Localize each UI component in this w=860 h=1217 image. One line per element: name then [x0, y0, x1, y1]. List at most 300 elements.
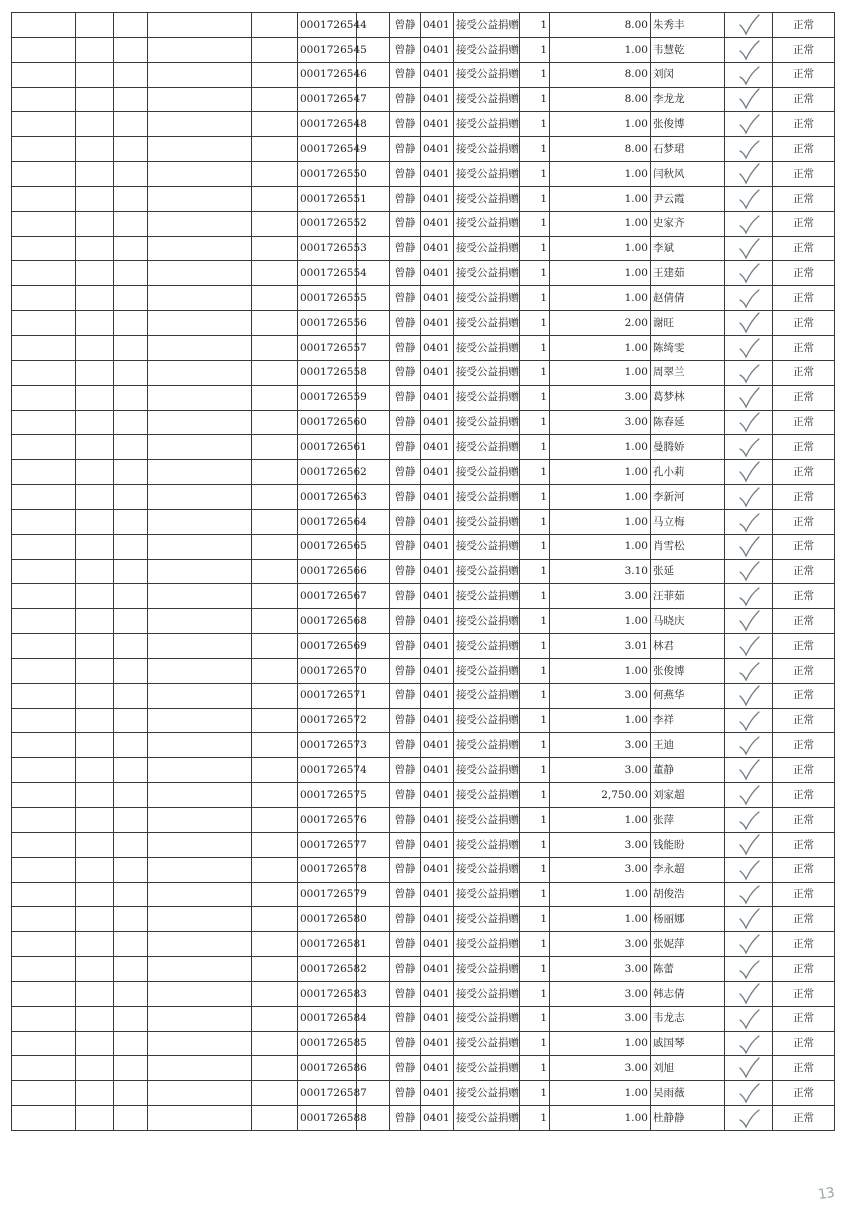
- donor-name-cell: 刘家超: [651, 783, 725, 808]
- empty-cell: [12, 385, 76, 410]
- empty-cell: [12, 857, 76, 882]
- business-type-cell: 接受公益捐赠: [454, 509, 520, 534]
- empty-cell: [76, 708, 114, 733]
- business-type-cell: 接受公益捐赠: [454, 634, 520, 659]
- handler-cell: 曾静: [390, 87, 421, 112]
- donor-name-cell: 马立梅: [651, 509, 725, 534]
- quantity-cell: 1: [520, 1056, 550, 1081]
- empty-cell: [114, 87, 148, 112]
- amount-cell: 3.00: [550, 410, 651, 435]
- status-cell: 正常: [773, 485, 835, 510]
- quantity-cell: 1: [520, 609, 550, 634]
- empty-cell: [252, 1031, 298, 1056]
- account-code-cell: 0401: [421, 559, 454, 584]
- quantity-cell: 1: [520, 236, 550, 261]
- donor-name-cell: 朱秀丰: [651, 13, 725, 38]
- business-type-cell: 接受公益捐赠: [454, 658, 520, 683]
- donor-name-cell: 王建茹: [651, 261, 725, 286]
- handwritten-check-icon: [736, 710, 762, 732]
- empty-cell: [76, 162, 114, 187]
- quantity-cell: 1: [520, 162, 550, 187]
- status-cell: 正常: [773, 981, 835, 1006]
- table-row: [12, 137, 835, 162]
- quantity-cell: 1: [520, 485, 550, 510]
- status-cell: 正常: [773, 534, 835, 559]
- handler-cell: 曾静: [390, 857, 421, 882]
- account-code-cell: 0401: [421, 808, 454, 833]
- handler-cell: 曾静: [390, 410, 421, 435]
- handler-cell: 曾静: [390, 534, 421, 559]
- empty-cell: [114, 708, 148, 733]
- account-code-cell: 0401: [421, 683, 454, 708]
- table-row: [12, 236, 835, 261]
- empty-cell: [114, 211, 148, 236]
- account-code-cell: 0401: [421, 385, 454, 410]
- business-type-cell: 接受公益捐赠: [454, 211, 520, 236]
- donor-name-cell: 石梦珺: [651, 137, 725, 162]
- verified-cell: [725, 1081, 773, 1106]
- quantity-cell: 1: [520, 13, 550, 38]
- business-type-cell: 接受公益捐赠: [454, 832, 520, 857]
- account-code-cell: 0401: [421, 882, 454, 907]
- empty-cell: [76, 13, 114, 38]
- business-type-cell: 接受公益捐赠: [454, 1031, 520, 1056]
- handwritten-check-icon: [736, 387, 762, 409]
- table-row: [12, 981, 835, 1006]
- empty-cell: [148, 1056, 252, 1081]
- donor-name-cell: 马晓庆: [651, 609, 725, 634]
- voucher-id-cell: 0001726581: [298, 932, 357, 957]
- handwritten-check-icon: [736, 560, 762, 582]
- status-cell: 正常: [773, 360, 835, 385]
- quantity-cell: 1: [520, 435, 550, 460]
- empty-cell: [76, 609, 114, 634]
- amount-cell: 1.00: [550, 211, 651, 236]
- empty-cell: [12, 286, 76, 311]
- voucher-id-cell: 0001726568: [298, 609, 357, 634]
- donor-name-cell: 钱能盼: [651, 832, 725, 857]
- table-row: [12, 360, 835, 385]
- handler-cell: 曾静: [390, 485, 421, 510]
- empty-cell: [76, 360, 114, 385]
- quantity-cell: 1: [520, 62, 550, 87]
- donor-name-cell: 韦龙志: [651, 1006, 725, 1031]
- amount-cell: 1.00: [550, 460, 651, 485]
- table-row: [12, 1006, 835, 1031]
- empty-cell: [12, 112, 76, 137]
- handler-cell: 曾静: [390, 708, 421, 733]
- empty-cell: [114, 137, 148, 162]
- handler-cell: 曾静: [390, 236, 421, 261]
- account-code-cell: 0401: [421, 37, 454, 62]
- amount-cell: 1.00: [550, 534, 651, 559]
- status-cell: 正常: [773, 957, 835, 982]
- empty-cell: [76, 311, 114, 336]
- empty-cell: [76, 634, 114, 659]
- amount-cell: 1.00: [550, 261, 651, 286]
- quantity-cell: 1: [520, 112, 550, 137]
- table-row: [12, 1056, 835, 1081]
- empty-cell: [148, 137, 252, 162]
- voucher-id-cell: 0001726552: [298, 211, 357, 236]
- quantity-cell: 1: [520, 857, 550, 882]
- empty-cell: [252, 410, 298, 435]
- quantity-cell: 1: [520, 335, 550, 360]
- empty-cell: [148, 808, 252, 833]
- empty-cell: [252, 857, 298, 882]
- verified-cell: [725, 286, 773, 311]
- empty-cell: [12, 335, 76, 360]
- table-row: [12, 311, 835, 336]
- empty-cell: [148, 1081, 252, 1106]
- business-type-cell: 接受公益捐赠: [454, 435, 520, 460]
- account-code-cell: 0401: [421, 261, 454, 286]
- voucher-id-cell: 0001726557: [298, 335, 357, 360]
- empty-cell: [12, 435, 76, 460]
- account-code-cell: 0401: [421, 137, 454, 162]
- empty-cell: [148, 658, 252, 683]
- account-code-cell: 0401: [421, 360, 454, 385]
- status-cell: 正常: [773, 832, 835, 857]
- verified-cell: [725, 485, 773, 510]
- handler-cell: 曾静: [390, 137, 421, 162]
- handwritten-check-icon: [736, 1107, 762, 1129]
- handler-cell: 曾静: [390, 360, 421, 385]
- quantity-cell: 1: [520, 87, 550, 112]
- empty-cell: [114, 683, 148, 708]
- amount-cell: 3.00: [550, 584, 651, 609]
- ledger-rows: [12, 13, 835, 1131]
- handler-cell: 曾静: [390, 460, 421, 485]
- empty-cell: [12, 534, 76, 559]
- empty-cell: [114, 37, 148, 62]
- business-type-cell: 接受公益捐赠: [454, 286, 520, 311]
- empty-cell: [12, 509, 76, 534]
- empty-cell: [76, 584, 114, 609]
- business-type-cell: 接受公益捐赠: [454, 335, 520, 360]
- amount-cell: 3.00: [550, 832, 651, 857]
- voucher-id-cell: 0001726586: [298, 1056, 357, 1081]
- empty-cell: [148, 360, 252, 385]
- table-row: [12, 37, 835, 62]
- quantity-cell: 1: [520, 832, 550, 857]
- table-row: [12, 460, 835, 485]
- empty-cell: [252, 758, 298, 783]
- quantity-cell: 1: [520, 808, 550, 833]
- empty-cell: [114, 286, 148, 311]
- empty-cell: [114, 1081, 148, 1106]
- empty-cell: [12, 37, 76, 62]
- amount-cell: 1.00: [550, 485, 651, 510]
- empty-cell: [114, 609, 148, 634]
- empty-cell: [114, 435, 148, 460]
- handwritten-check-icon: [736, 238, 762, 260]
- verified-cell: [725, 236, 773, 261]
- empty-cell: [12, 360, 76, 385]
- empty-cell: [12, 559, 76, 584]
- donor-name-cell: 胡俊浩: [651, 882, 725, 907]
- empty-cell: [114, 857, 148, 882]
- empty-cell: [114, 335, 148, 360]
- verified-cell: [725, 832, 773, 857]
- empty-cell: [76, 460, 114, 485]
- handler-cell: 曾静: [390, 758, 421, 783]
- amount-cell: 3.00: [550, 1006, 651, 1031]
- table-row: [12, 634, 835, 659]
- handler-cell: 曾静: [390, 186, 421, 211]
- account-code-cell: 0401: [421, 981, 454, 1006]
- verified-cell: [725, 509, 773, 534]
- donor-name-cell: 周翠兰: [651, 360, 725, 385]
- handler-cell: 曾静: [390, 609, 421, 634]
- voucher-id-cell: 0001726564: [298, 509, 357, 534]
- empty-cell: [252, 1106, 298, 1131]
- amount-cell: 1.00: [550, 1106, 651, 1131]
- empty-cell: [114, 410, 148, 435]
- empty-cell: [114, 1006, 148, 1031]
- amount-cell: 8.00: [550, 87, 651, 112]
- empty-cell: [76, 509, 114, 534]
- handwritten-check-icon: [736, 312, 762, 334]
- table-row: [12, 882, 835, 907]
- donor-name-cell: 韦慧乾: [651, 37, 725, 62]
- empty-cell: [148, 783, 252, 808]
- table-row: [12, 609, 835, 634]
- empty-cell: [148, 559, 252, 584]
- verified-cell: [725, 1056, 773, 1081]
- business-type-cell: 接受公益捐赠: [454, 112, 520, 137]
- amount-cell: 3.00: [550, 683, 651, 708]
- handwritten-check-icon: [736, 585, 762, 607]
- empty-cell: [76, 261, 114, 286]
- empty-cell: [252, 460, 298, 485]
- status-cell: 正常: [773, 335, 835, 360]
- account-code-cell: 0401: [421, 758, 454, 783]
- quantity-cell: 1: [520, 1006, 550, 1031]
- amount-cell: 3.00: [550, 857, 651, 882]
- business-type-cell: 接受公益捐赠: [454, 162, 520, 187]
- donor-name-cell: 张延: [651, 559, 725, 584]
- empty-cell: [148, 211, 252, 236]
- voucher-id-cell: 0001726546: [298, 62, 357, 87]
- voucher-id-cell: 0001726578: [298, 857, 357, 882]
- empty-cell: [114, 832, 148, 857]
- voucher-id-cell: 0001726569: [298, 634, 357, 659]
- empty-cell: [12, 62, 76, 87]
- donor-name-cell: 葛梦林: [651, 385, 725, 410]
- quantity-cell: 1: [520, 758, 550, 783]
- empty-cell: [148, 534, 252, 559]
- empty-cell: [148, 335, 252, 360]
- voucher-id-cell: 0001726560: [298, 410, 357, 435]
- donor-name-cell: 史家齐: [651, 211, 725, 236]
- status-cell: 正常: [773, 311, 835, 336]
- empty-cell: [12, 460, 76, 485]
- amount-cell: 3.00: [550, 932, 651, 957]
- handler-cell: 曾静: [390, 112, 421, 137]
- empty-cell: [252, 236, 298, 261]
- table-row: [12, 758, 835, 783]
- handwritten-check-icon: [736, 635, 762, 657]
- amount-cell: 1.00: [550, 37, 651, 62]
- empty-cell: [12, 485, 76, 510]
- table-row: [12, 957, 835, 982]
- voucher-id-cell: 0001726559: [298, 385, 357, 410]
- voucher-id-cell: 0001726582: [298, 957, 357, 982]
- empty-cell: [114, 534, 148, 559]
- empty-cell: [12, 1031, 76, 1056]
- amount-cell: 1.00: [550, 708, 651, 733]
- table-row: [12, 857, 835, 882]
- empty-cell: [76, 435, 114, 460]
- empty-cell: [76, 808, 114, 833]
- ledger-table: [11, 12, 835, 1131]
- status-cell: 正常: [773, 162, 835, 187]
- handwritten-check-icon: [736, 461, 762, 483]
- empty-cell: [114, 162, 148, 187]
- amount-cell: 3.01: [550, 634, 651, 659]
- amount-cell: 1.00: [550, 186, 651, 211]
- quantity-cell: 1: [520, 559, 550, 584]
- empty-cell: [148, 460, 252, 485]
- empty-cell: [76, 62, 114, 87]
- donor-name-cell: 尹云霞: [651, 186, 725, 211]
- empty-cell: [252, 112, 298, 137]
- status-cell: 正常: [773, 658, 835, 683]
- account-code-cell: 0401: [421, 460, 454, 485]
- empty-cell: [76, 112, 114, 137]
- empty-cell: [252, 485, 298, 510]
- account-code-cell: 0401: [421, 186, 454, 211]
- donor-name-cell: 杜静静: [651, 1106, 725, 1131]
- table-row: [12, 584, 835, 609]
- handler-cell: 曾静: [390, 385, 421, 410]
- empty-cell: [252, 708, 298, 733]
- empty-cell: [114, 882, 148, 907]
- empty-cell: [148, 186, 252, 211]
- quantity-cell: 1: [520, 509, 550, 534]
- amount-cell: 8.00: [550, 13, 651, 38]
- empty-cell: [252, 509, 298, 534]
- empty-cell: [252, 932, 298, 957]
- empty-cell: [148, 857, 252, 882]
- handwritten-check-icon: [736, 138, 762, 160]
- empty-cell: [76, 932, 114, 957]
- amount-cell: 1.00: [550, 658, 651, 683]
- handwritten-check-icon: [736, 511, 762, 533]
- handwritten-check-icon: [736, 834, 762, 856]
- handler-cell: 曾静: [390, 882, 421, 907]
- handwritten-check-icon: [736, 39, 762, 61]
- account-code-cell: 0401: [421, 509, 454, 534]
- empty-cell: [12, 87, 76, 112]
- handler-cell: 曾静: [390, 981, 421, 1006]
- donor-name-cell: 张俊博: [651, 658, 725, 683]
- handwritten-check-icon: [736, 983, 762, 1005]
- account-code-cell: 0401: [421, 1056, 454, 1081]
- table-row: [12, 410, 835, 435]
- table-row: [12, 534, 835, 559]
- status-cell: 正常: [773, 783, 835, 808]
- status-cell: 正常: [773, 112, 835, 137]
- verified-cell: [725, 335, 773, 360]
- amount-cell: 8.00: [550, 137, 651, 162]
- empty-cell: [252, 534, 298, 559]
- verified-cell: [725, 857, 773, 882]
- verified-cell: [725, 13, 773, 38]
- business-type-cell: 接受公益捐赠: [454, 981, 520, 1006]
- account-code-cell: 0401: [421, 162, 454, 187]
- handwritten-check-icon: [736, 734, 762, 756]
- empty-cell: [12, 13, 76, 38]
- business-type-cell: 接受公益捐赠: [454, 609, 520, 634]
- empty-cell: [76, 410, 114, 435]
- handwritten-check-icon: [736, 908, 762, 930]
- account-code-cell: 0401: [421, 13, 454, 38]
- verified-cell: [725, 708, 773, 733]
- voucher-id-cell: 0001726571: [298, 683, 357, 708]
- business-type-cell: 接受公益捐赠: [454, 584, 520, 609]
- verified-cell: [725, 1031, 773, 1056]
- empty-cell: [76, 534, 114, 559]
- empty-cell: [252, 783, 298, 808]
- empty-cell: [114, 311, 148, 336]
- quantity-cell: 1: [520, 460, 550, 485]
- empty-cell: [252, 907, 298, 932]
- empty-cell: [12, 907, 76, 932]
- empty-cell: [114, 112, 148, 137]
- empty-cell: [148, 584, 252, 609]
- empty-cell: [76, 1031, 114, 1056]
- voucher-id-cell: 0001726584: [298, 1006, 357, 1031]
- empty-cell: [12, 758, 76, 783]
- voucher-id-cell: 0001726588: [298, 1106, 357, 1131]
- empty-cell: [114, 733, 148, 758]
- voucher-id-cell: 0001726577: [298, 832, 357, 857]
- voucher-id-cell: 0001726563: [298, 485, 357, 510]
- quantity-cell: 1: [520, 882, 550, 907]
- empty-cell: [114, 385, 148, 410]
- empty-cell: [12, 882, 76, 907]
- table-row: [12, 683, 835, 708]
- account-code-cell: 0401: [421, 658, 454, 683]
- empty-cell: [114, 957, 148, 982]
- donor-name-cell: 张妮萍: [651, 932, 725, 957]
- empty-cell: [252, 335, 298, 360]
- status-cell: 正常: [773, 87, 835, 112]
- account-code-cell: 0401: [421, 87, 454, 112]
- verified-cell: [725, 609, 773, 634]
- empty-cell: [76, 683, 114, 708]
- table-row: [12, 509, 835, 534]
- quantity-cell: 1: [520, 286, 550, 311]
- empty-cell: [252, 87, 298, 112]
- empty-cell: [12, 1081, 76, 1106]
- amount-cell: 3.00: [550, 981, 651, 1006]
- empty-cell: [76, 957, 114, 982]
- business-type-cell: 接受公益捐赠: [454, 857, 520, 882]
- amount-cell: 3.00: [550, 385, 651, 410]
- account-code-cell: 0401: [421, 112, 454, 137]
- donor-name-cell: 曼腾娇: [651, 435, 725, 460]
- donor-name-cell: 刘旭: [651, 1056, 725, 1081]
- account-code-cell: 0401: [421, 311, 454, 336]
- voucher-id-cell: 0001726556: [298, 311, 357, 336]
- empty-cell: [114, 509, 148, 534]
- amount-cell: 3.00: [550, 1056, 651, 1081]
- empty-cell: [148, 907, 252, 932]
- empty-cell: [252, 211, 298, 236]
